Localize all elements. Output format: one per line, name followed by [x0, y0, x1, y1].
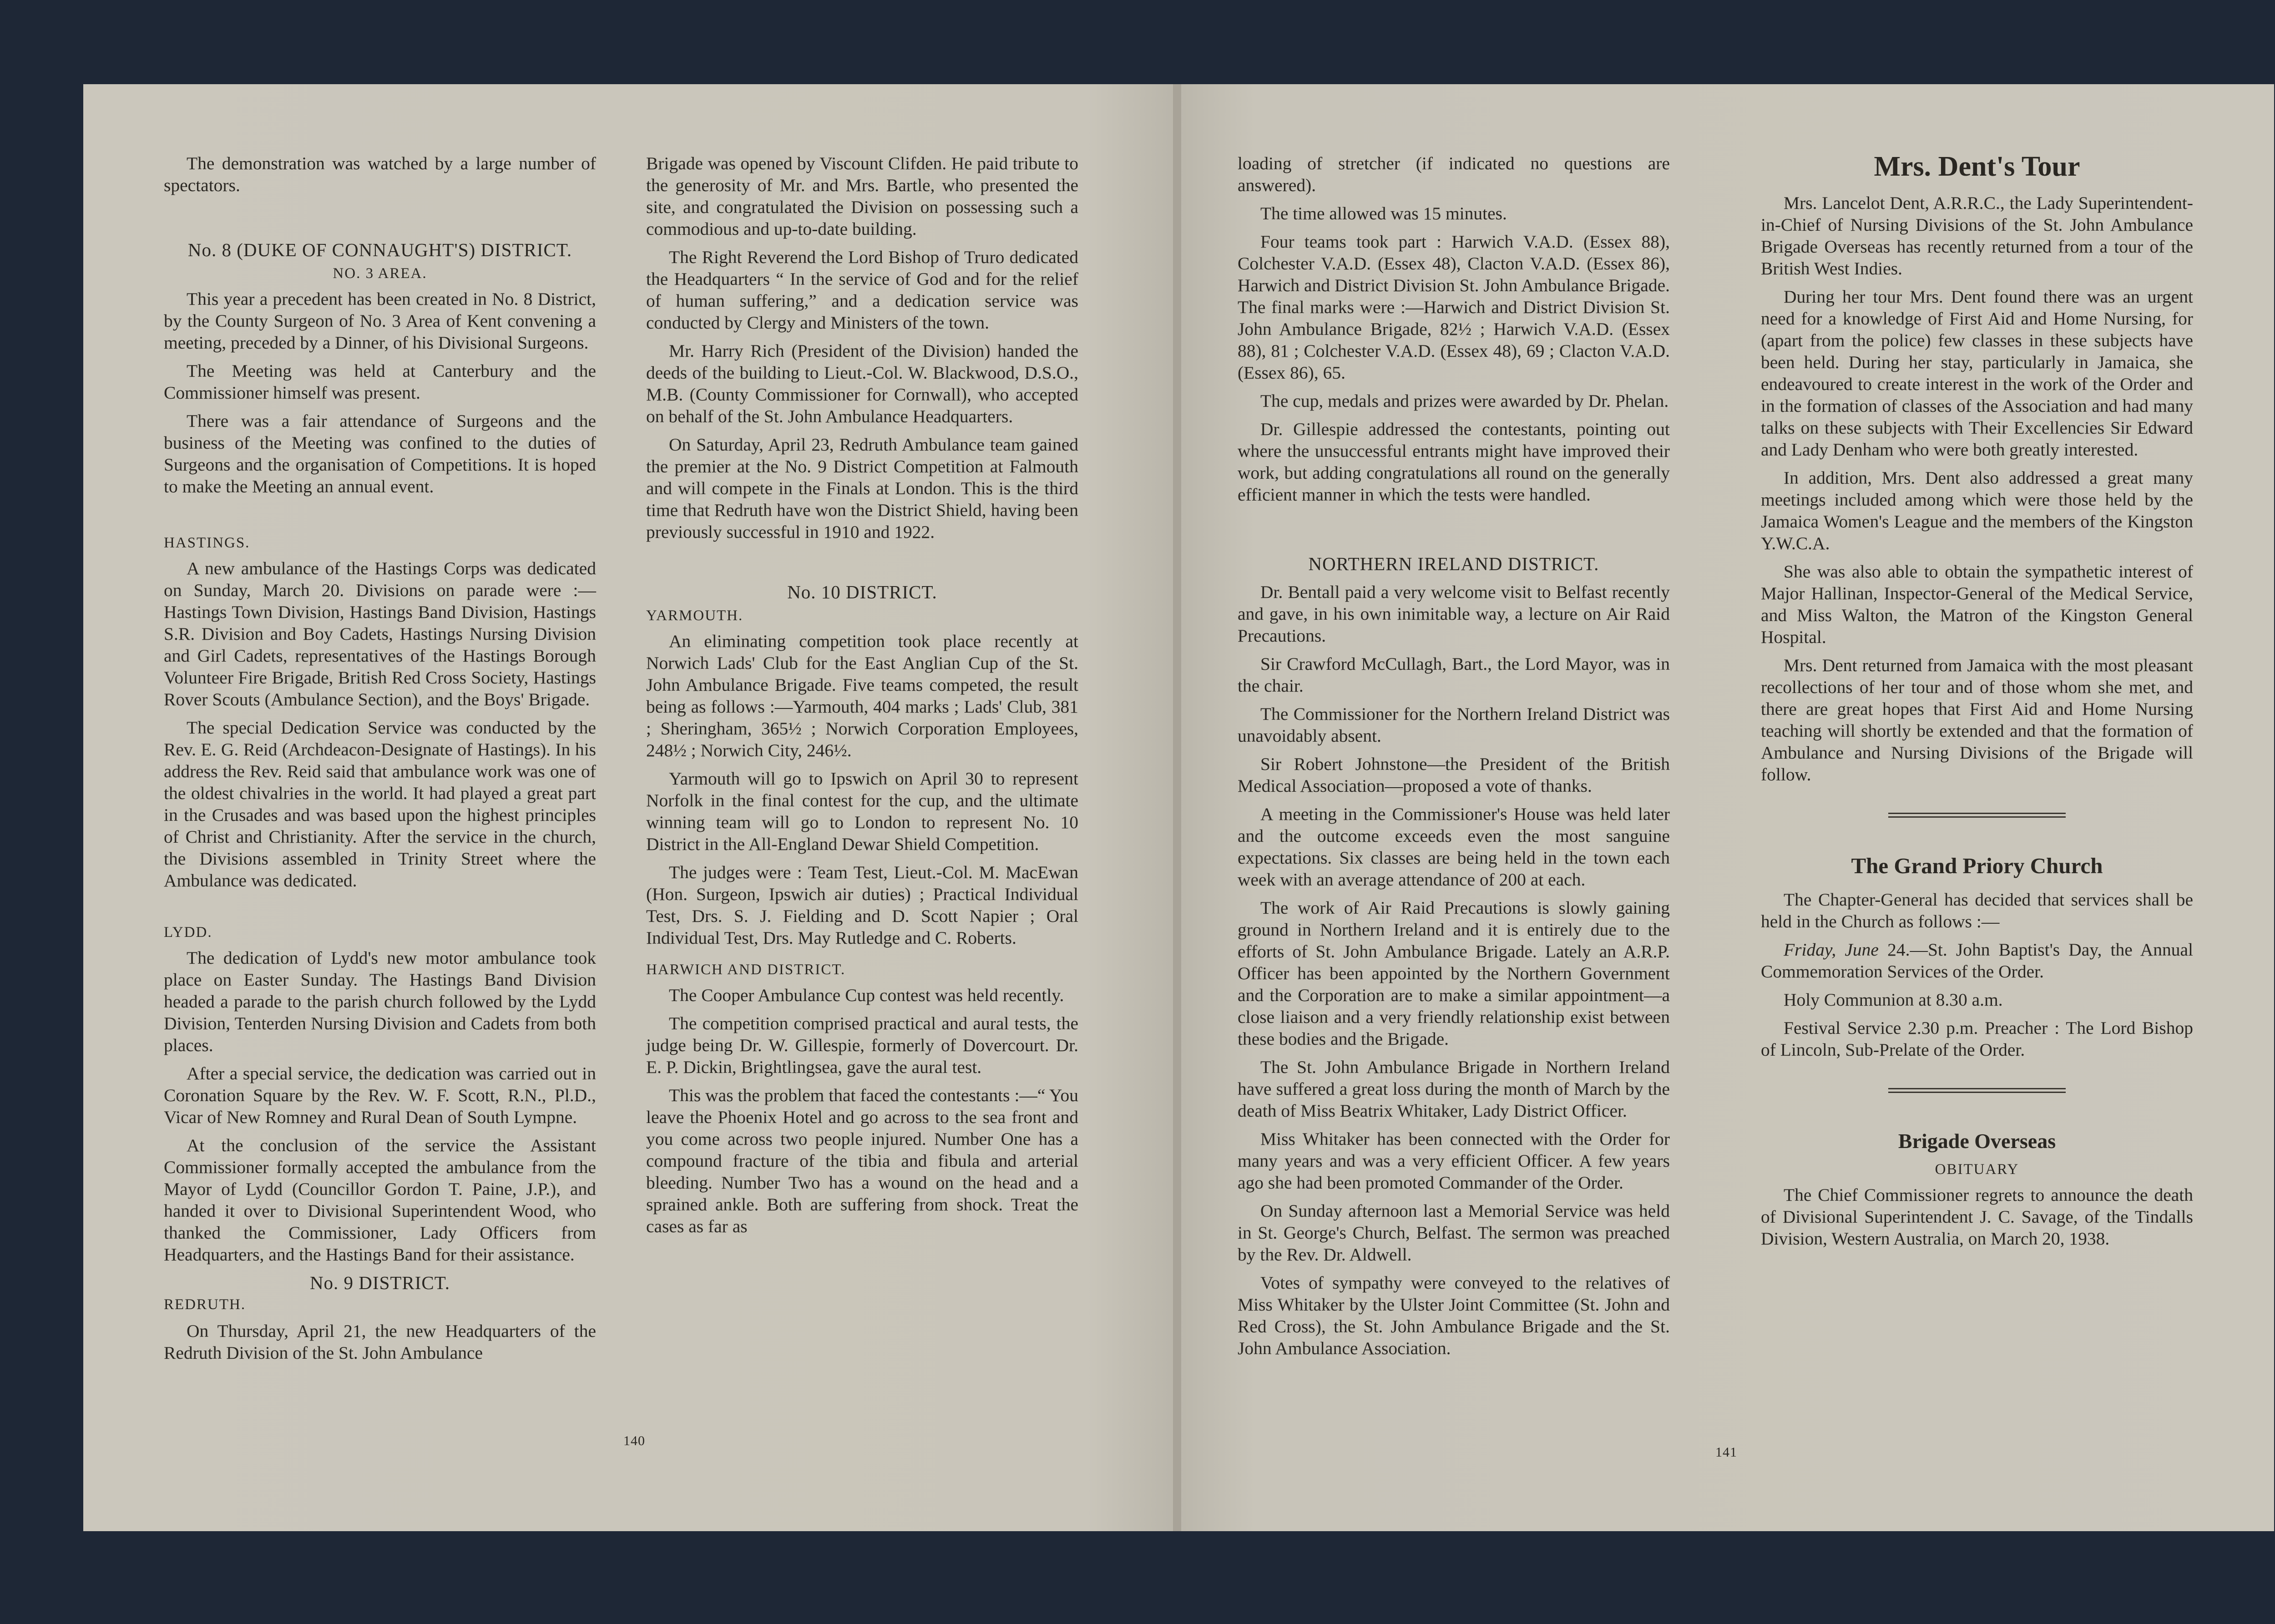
- paragraph: At the conclusion of the service the Assistant Commissioner formally accepted the ambulance from the Mayor of Lydd (Councillor Gordon T. Paine, J.P.), and handed it over to Divisional Superintendent Wood, who thanked the Commissioner, Lady Officers from Headquarters, and the Hastings Band for their assistance.: [164, 1135, 596, 1265]
- obituary-subheading: OBITUARY: [1935, 1161, 2019, 1178]
- section-subheading: LYDD.: [164, 924, 212, 941]
- paragraph: The work of Air Raid Precautions is slowly gaining ground in Northern Ireland and it is entirely due to the efforts of St. John Ambulance Brigade. Lately an A.R.P. Officer has been appointed by the Northern Government and the Corporation are to make a similar appointment—a close liaison and a very friendly relationship exist between these bodies and the Brigade.: [1238, 898, 1670, 1049]
- paragraph: The special Dedication Service was conducted by the Rev. E. G. Reid (Archdeacon-Designate of Hastings). In his address the Rev. Reid said that ambulance work was one of the oldest chivalries in the world. It had played a great part in the Crusades and was based upon the highest principles of Christ and Christianity. After the service in the church, the Divisions assembled in Trinity Street where the Ambulance was dedicated.: [164, 718, 596, 890]
- column-2: [646, 152, 1078, 1244]
- section-subheading: HASTINGS.: [164, 535, 250, 551]
- paragraph: Mr. Harry Rich (President of the Division) handed the deeds of the building to Lieut.-Col. W. Blackwood, D.S.O., M.B. (County Commissioner for Cornwall), who accepted on behalf of the St. John Ambulance Headquarters.: [646, 341, 1078, 426]
- paragraph: This year a precedent has been created in No. 8 District, by the County Surgeon of No. 3 Area of Kent convening a meeting, preceded by a Dinner, of his Divisional Surgeons.: [164, 289, 596, 353]
- service-date: Friday, June: [1784, 940, 1879, 960]
- paragraph: The St. John Ambulance Brigade in Northern Ireland have suffered a great loss during the month of March by the death of Miss Beatrix Whitaker, Lady District Officer.: [1238, 1057, 1670, 1121]
- district-heading: No. 10 DISTRICT.: [787, 582, 937, 602]
- paragraph: The Commissioner for the Northern Ireland District was unavoidably absent.: [1238, 704, 1670, 746]
- page-number: 140: [623, 1433, 645, 1448]
- section-subheading: YARMOUTH.: [646, 607, 743, 624]
- paragraph: There was a fair attendance of Surgeons and the business of the Meeting was confined to the duties of Surgeons and the organisation of Competitions. It is hoped to make the Meeting an annual event.: [164, 411, 596, 496]
- article-title-brigade-overseas: Brigade Overseas: [1898, 1129, 2056, 1153]
- paragraph: Brigade was opened by Viscount Clifden. He paid tribute to the generosity of Mr. and Mrs. Bartle, who presented the site, and congratulated the Division on possessing such a commodious and up-to-date building.: [646, 153, 1078, 239]
- paragraph: During her tour Mrs. Dent found there was an urgent need for a knowledge of First Aid and Home Nursing, for (apart from the police) few classes in these subjects have been held. During her stay, particularly in Jamaica, she endeavoured to create interest in the work of the Order and in the formation of classes of the Association and had many talks on these subjects with Their Excellencies Sir Edward and Lady Denham who were both greatly interested.: [1761, 287, 2193, 460]
- paragraph: She was also able to obtain the sympathetic interest of Major Hallinan, Inspector-General of the Medical Service, and Miss Walton, the Matron of the Kingston General Hospital.: [1761, 562, 2193, 647]
- paragraph: On Thursday, April 21, the new Headquarters of the Redruth Division of the St. John Ambulance: [164, 1321, 596, 1363]
- paragraph: The cup, medals and prizes were awarded by Dr. Phelan.: [1260, 391, 1669, 411]
- column-1: [164, 152, 596, 1370]
- paragraph: [1761, 939, 2193, 982]
- double-rule-divider: [1888, 813, 2066, 818]
- paragraph: The Cooper Ambulance Cup contest was held recently.: [669, 985, 1064, 1005]
- article-title-dent-tour: Mrs. Dent's Tour: [1874, 151, 2080, 182]
- district-heading: No. 8 (DUKE OF CONNAUGHT'S) DISTRICT.: [187, 239, 572, 260]
- paragraph: In addition, Mrs. Dent also addressed a great many meetings included among which were those held by the Jamaica Women's League and the members of the Kingston Y.W.C.A.: [1761, 468, 2193, 553]
- paragraph: This was the problem that faced the contestants :—“ You leave the Phoenix Hotel and go across to the sea front and you come across two people injured. Number One has a compound fracture of the tibia and fibula and arterial bleeding. Number Two has a wound on the head and a sprained ankle. Both are suffering from shock. Treat the cases as far as: [646, 1085, 1078, 1236]
- service-detail: 24.—St. John Baptist's Day, the Annual Commemoration Services of the Order.: [1761, 940, 2193, 981]
- paragraph: Dr. Gillespie addressed the contestants, pointing out where the unsuccessful entrants might have improved their work, but adding congratulations all round on the generally efficient manner in which the tests were handled.: [1238, 419, 1670, 505]
- area-subheading: NO. 3 AREA.: [333, 265, 427, 282]
- paragraph: The Meeting was held at Canterbury and the Commissioner himself was present.: [164, 361, 596, 403]
- paragraph: An eliminating competition took place recently at Norwich Lads' Club for the East Anglian Cup of the St. John Ambulance Brigade. Five teams competed, the result being as follows :—Yarmouth, 404 marks ; Lads' Club, 381 ; Sheringham, 365½ ; Norwich Corporation Employees, 248½ ; Norwich City, 246½.: [646, 631, 1078, 760]
- paragraph: The judges were : Team Test, Lieut.-Col. M. MacEwan (Hon. Surgeon, Ipswich air duties) ; Practical Individual Test, Drs. S. J. Fielding and D. Scott Napier ; Oral Individual Test, Drs. May Rutledge and C. Roberts.: [646, 862, 1078, 948]
- section-subheading: HARWICH AND DISTRICT.: [646, 961, 846, 978]
- paragraph: Mrs. Dent returned from Jamaica with the most pleasant recollections of her tour and of those whom she met, and there are great hopes that First Aid and Home Nursing teaching will shortly be extended and that the formation of Ambulance and Nursing Divisions of the Brigade will follow.: [1761, 655, 2193, 784]
- paragraph: Dr. Bentall paid a very welcome visit to Belfast recently and gave, in his own inimitable way, a lecture on Air Raid Precautions.: [1238, 582, 1670, 646]
- paragraph: Yarmouth will go to Ipswich on April 30 to represent Norfolk in the final contest for the cup, and the ultimate winning team will go to London to represent No. 10 District in the All-England Dewar Shield Competition.: [646, 769, 1078, 854]
- column-3: [1238, 152, 1670, 1366]
- paragraph: Votes of sympathy were conveyed to the relatives of Miss Whitaker by the Ulster Joint Committee (St. John and Red Cross), the St. John Ambulance Brigade and the St. John Ambulance Association.: [1238, 1273, 1670, 1358]
- paragraph: loading of stretcher (if indicated no questions are answered).: [1238, 153, 1670, 195]
- paragraph: The demonstration was watched by a large number of spectators.: [164, 153, 596, 195]
- article-title-grand-priory: The Grand Priory Church: [1851, 853, 2103, 878]
- paragraph: The competition comprised practical and aural tests, the judge being Dr. W. Gillespie, formerly of Dovercourt. Dr. E. P. Dickin, Brightlingsea, gave the aural test.: [646, 1013, 1078, 1077]
- paragraph: The dedication of Lydd's new motor ambulance took place on Easter Sunday. The Hastings Band Division headed a parade to the parish church followed by the Lydd Division, Tenterden Nursing Division and Cadets from both places.: [164, 948, 596, 1055]
- section-subheading: REDRUTH.: [164, 1296, 246, 1313]
- paragraph: A new ambulance of the Hastings Corps was dedicated on Sunday, March 20. Divisions on parade were :—Hastings Town Division, Hastings Band Division, Hastings S.R. Division and Boy Cadets, Hastings Nursing Division and Girl Cadets, representatives of the Hastings Borough Volunteer Fire Brigade, British Red Cross Society, Hastings Rover Scouts (Ambulance Section), and the Boys' Brigade.: [164, 558, 596, 709]
- paragraph: The Chief Commissioner regrets to announce the death of Divisional Superintendent J. C. Savage, of the Tindalls Division, Western Australia, on March 20, 1938.: [1761, 1185, 2193, 1249]
- district-heading: NORTHERN IRELAND DISTRICT.: [1308, 553, 1599, 574]
- paragraph: On Saturday, April 23, Redruth Ambulance team gained the premier at the No. 9 District Competition at Falmouth and will compete in the Finals at London. This is the third time that Redruth have won the District Shield, having been previously successful in 1910 and 1922.: [646, 435, 1078, 542]
- paragraph: Holy Communion at 8.30 a.m.: [1784, 990, 2003, 1010]
- paragraph: The Chapter-General has decided that services shall be held in the Church as follows :—: [1761, 890, 2193, 931]
- double-rule-divider: [1888, 1088, 2066, 1093]
- spine-gutter: [1173, 84, 1181, 1531]
- paragraph: After a special service, the dedication was carried out in Coronation Square by the Rev. W. F. Scott, R.N., Pl.D., Vicar of New Romney and Rural Dean of South Lympne.: [164, 1063, 596, 1127]
- paragraph: Festival Service 2.30 p.m. Preacher : The Lord Bishop of Lincoln, Sub-Prelate of the Order.: [1761, 1018, 2193, 1060]
- paragraph: Mrs. Lancelot Dent, A.R.R.C., the Lady Superintendent-in-Chief of Nursing Divisions of the St. John Ambulance Brigade Overseas has recently returned from a tour of the British West Indies.: [1761, 193, 2193, 278]
- paragraph: Sir Crawford McCullagh, Bart., the Lord Mayor, was in the chair.: [1238, 654, 1670, 696]
- column-4: [1761, 150, 2193, 1256]
- paragraph: Sir Robert Johnstone—the President of the British Medical Association—proposed a vote of thanks.: [1238, 754, 1670, 796]
- paragraph: Four teams took part : Harwich V.A.D. (Essex 88), Colchester V.A.D. (Essex 48), Clacton V.A.D. (Essex 86), Harwich and District Division St. John Ambulance Brigade. The final marks were :—Harwich and District Division St. John Ambulance Brigade, 82½ ; Harwich V.A.D. (Essex 88), 81 ; Colchester V.A.D. (Essex 48), 69 ; Clacton V.A.D. (Essex 86), 65.: [1238, 232, 1670, 383]
- paragraph: Miss Whitaker has been connected with the Order for many years and was a very efficient Officer. A few years ago she had been promoted Commander of the Order.: [1238, 1129, 1670, 1193]
- page-number: 141: [1715, 1445, 1737, 1460]
- paragraph: The time allowed was 15 minutes.: [1260, 203, 1507, 223]
- paragraph: On Sunday afternoon last a Memorial Service was held in St. George's Church, Belfast. The sermon was preached by the Rev. Dr. Aldwell.: [1238, 1201, 1670, 1265]
- paragraph: A meeting in the Commissioner's House was held later and the outcome exceeds even the most sanguine expectations. Six classes are being held in the town each week with an average attendance of 200 at each.: [1238, 804, 1670, 890]
- district-heading: No. 9 DISTRICT.: [309, 1272, 450, 1293]
- paragraph: The Right Reverend the Lord Bishop of Truro dedicated the Headquarters “ In the service of God and for the relief of human suffering,” and a dedication service was conducted by Clergy and Ministers of the town.: [646, 247, 1078, 333]
